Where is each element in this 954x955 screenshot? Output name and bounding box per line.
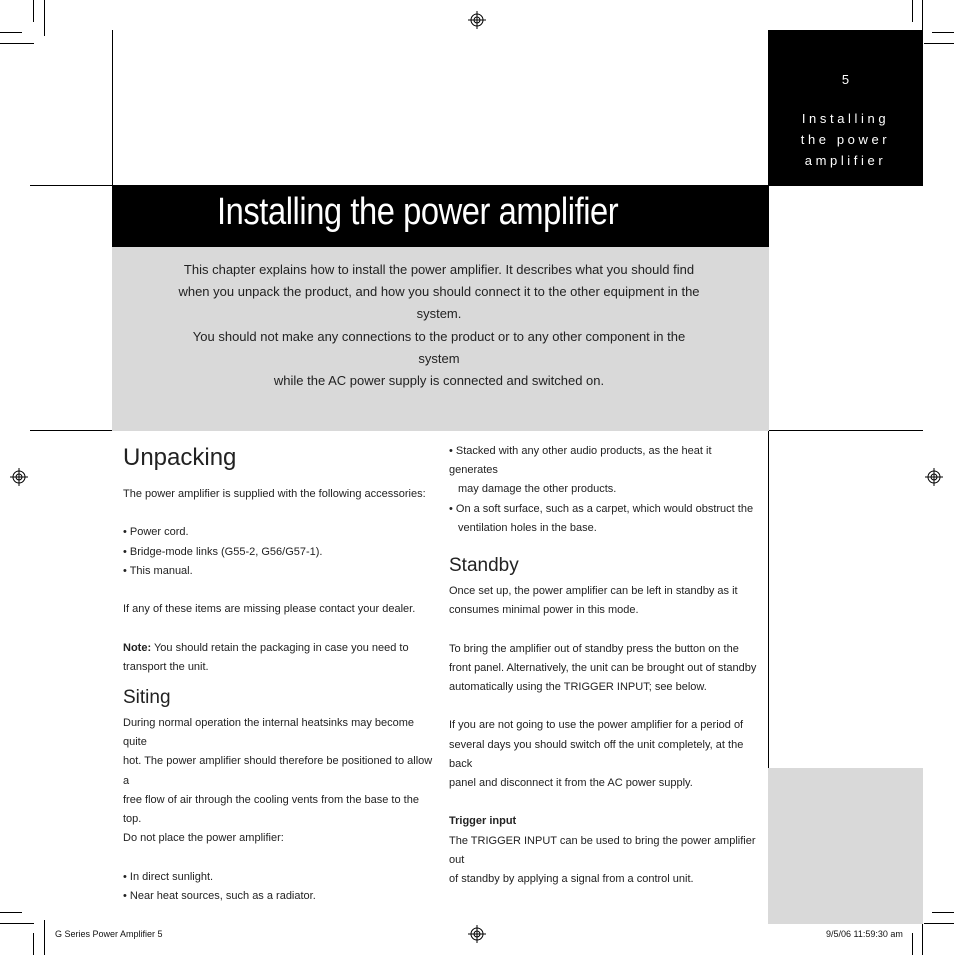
footer-slug-right: 9/5/06 11:59:30 am [826,929,903,939]
crop-mark [0,923,34,924]
crop-mark [44,0,45,36]
crop-mark [922,920,923,955]
page-number: 5 [841,72,850,87]
crop-mark [44,920,45,955]
sidebar-grey-box [768,768,923,924]
list-item: • In direct sunlight. [123,870,214,883]
note-text: Note: You should retain the packaging in case you need to [123,641,409,654]
chapter-tab-title: Installing the power amplifier [800,111,891,168]
registration-mark-icon [468,925,486,943]
crop-mark [924,43,954,44]
crop-mark [912,0,913,22]
title-bar [112,185,769,247]
chapter-tab [768,30,923,186]
crop-mark [912,933,913,955]
trigger-text: The TRIGGER INPUT can be used to bring the power amplifier out [449,834,756,866]
registration-mark-icon [468,11,486,29]
list-item: • Stacked with any other audio products, as the heat it generates [449,445,712,477]
intro-text: This chapter explains how to install the power amplifier. It describes what you should find when you unpack the product, and how you should connect it to the other equipment in the system. You should not make any connections to the product or to any other component in the system while the AC power supply is connected and switched on. [178,262,700,389]
note-label: Note: [123,641,152,654]
registration-mark-icon [10,468,28,486]
crop-mark [0,912,22,913]
crop-mark [0,32,22,33]
left-column: Unpacking The power amplifier is supplied with the following accessories: • Power cord. • Bridge-mode links (G55-2, G56/G57-1). • This manual. If any of these items are missing please contact your dealer. Note: You should retain the packaging in case you need to transport the unit. Siting During normal operation the internal heatsinks may become quite hot. The power amplifier should therefore be positioned to allow a free flow of air through the cooling vents from the base to the top. Do not place the power amplifier: • In direct sunlight. • Near heat sources, such as a radiator. [123,444,433,906]
siting-text: During normal operation the internal heatsinks may become quite [123,716,415,749]
crop-mark [932,32,954,33]
list-item: • Near heat sources, such as a radiator. [123,889,316,902]
missing-items-text: If any of these items are missing please contact your dealer. [123,603,416,616]
intro-box [112,247,769,431]
crop-mark [932,912,954,913]
siting-heading: Siting [123,686,171,708]
unpacking-text: The power amplifier is supplied with the following accessories: [123,488,426,500]
list-item: • On a soft surface, such as a carpet, which would obstruct the [449,502,754,515]
trigger-heading: Trigger input [449,815,517,828]
right-column: • Stacked with any other audio products, as the heat it generates may damage the other products. • On a soft surface, such as a carpet, which would obstruct the ventilation holes in the base. Standby Once set up, the power amplifier can be left in standby as it consumes minimal power in this mode. To bring the amplifier out of standby press the button on the front panel. Alternatively, the unit can be brought out of standby automatically using the TRIGGER INPUT; see below. If you are not going to use the power amplifier for a period of several days you should switch off the unit completely, at the back panel and disconnect it from the AC power supply. Trigger input The TRIGGER INPUT can be used to bring the power amplifier out of standby by applying a signal from a control unit. [449,442,759,889]
crop-mark [33,933,34,955]
list-item: • Power cord. [123,526,189,539]
standby-text: Once set up, the power amplifier can be left in standby as it [449,585,738,598]
list-item: • Bridge-mode links (G55-2, G56/G57-1). [123,545,323,558]
crop-mark [924,923,954,924]
standby-heading: Standby [449,555,519,577]
list-item: • This manual. [123,564,193,577]
unpacking-heading: Unpacking [123,444,237,471]
footer-slug-left: G Series Power Amplifier 5 [55,929,163,939]
page-rule [30,185,113,186]
crop-mark [33,0,34,22]
registration-mark-icon [925,468,943,486]
page-title: Installing the power amplifier [217,191,619,233]
crop-mark [0,43,34,44]
